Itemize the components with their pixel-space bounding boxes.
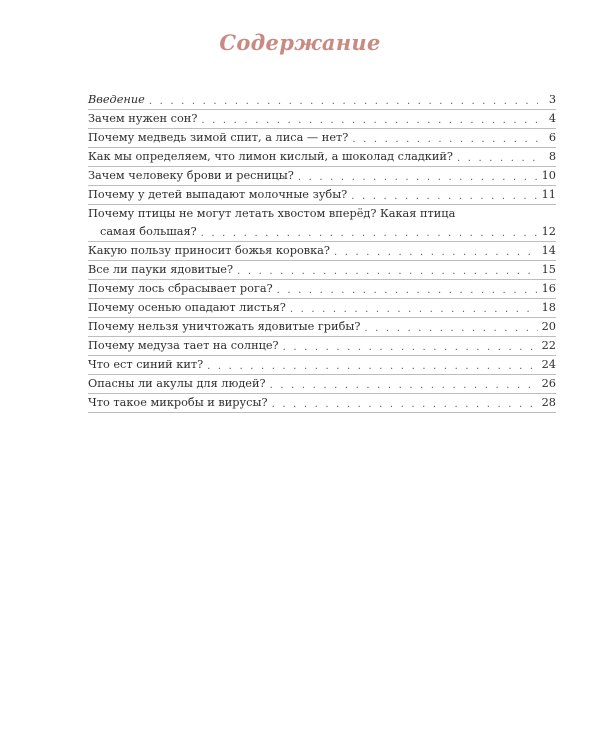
- toc-entry[interactable]: [88, 261, 556, 280]
- dot-leader: [207, 360, 537, 374]
- toc-entry[interactable]: [88, 280, 556, 299]
- toc-page-number: 10: [541, 169, 556, 182]
- toc-entry-label: Введение: [88, 93, 145, 106]
- toc-entry[interactable]: [88, 394, 556, 413]
- dot-leader: [270, 379, 538, 393]
- toc-page-number: 14: [541, 244, 556, 257]
- dot-leader: [364, 322, 537, 336]
- dot-leader: [334, 246, 538, 260]
- toc-entry[interactable]: [88, 129, 556, 148]
- dot-leader: [272, 398, 538, 412]
- toc-entry[interactable]: [88, 337, 556, 356]
- toc-page-number: 18: [541, 301, 556, 314]
- dot-leader: [237, 265, 538, 279]
- page-title: Содержание: [219, 30, 381, 55]
- toc-entry[interactable]: [88, 242, 556, 261]
- toc-entry-label: Все ли пауки ядовитые?: [88, 263, 234, 276]
- toc-entry[interactable]: [88, 318, 556, 337]
- toc-page-number: 15: [541, 263, 556, 276]
- toc-entry[interactable]: [88, 375, 556, 394]
- dot-leader: [457, 152, 538, 166]
- dot-leader: [149, 95, 538, 109]
- dot-leader: [298, 171, 538, 185]
- toc-page-number: 4: [548, 112, 556, 125]
- toc-page-number: 8: [548, 150, 556, 163]
- toc-entry[interactable]: [88, 167, 556, 186]
- dot-leader: [352, 133, 538, 147]
- dot-leader: [290, 303, 538, 317]
- toc-entry-label: Какую пользу приносит божья коровка?: [88, 244, 330, 257]
- toc-entry-label: Почему осенью опадают листья?: [88, 301, 286, 314]
- toc-entry[interactable]: [88, 356, 556, 375]
- toc-entry-label: Почему медведь зимой спит, а лиса — нет?: [88, 131, 349, 144]
- toc-page-number: 20: [541, 320, 556, 333]
- dot-leader: [277, 284, 538, 298]
- toc-entry-label: Что такое микробы и вирусы?: [88, 396, 268, 409]
- toc-entry[interactable]: [88, 186, 556, 205]
- toc-page-number: 12: [541, 225, 556, 238]
- toc-page-number: 26: [541, 377, 556, 390]
- toc-page-number: 16: [541, 282, 556, 295]
- toc-entry-label: Почему медуза тает на солнце?: [88, 339, 279, 352]
- toc-entry-label: Что ест синий кит?: [88, 358, 204, 371]
- toc-page-number: 24: [541, 358, 556, 371]
- dot-leader: [283, 341, 538, 355]
- dot-leader: [201, 227, 538, 241]
- toc-entry[interactable]: [88, 148, 556, 167]
- toc-entry-label: Зачем человеку брови и ресницы?: [88, 169, 294, 182]
- toc-entry-label: Зачем нужен сон?: [88, 112, 198, 125]
- toc-page-number: 28: [541, 396, 556, 409]
- toc-entry-label: самая большая?: [100, 225, 197, 238]
- table-of-contents: [88, 91, 556, 413]
- toc-page-number: 3: [548, 93, 556, 106]
- dot-leader: [201, 114, 538, 128]
- toc-entry[interactable]: [88, 299, 556, 318]
- toc-entry-label: Почему у детей выпадают молочные зубы?: [88, 188, 348, 201]
- toc-entry[interactable]: [88, 205, 556, 242]
- toc-page-number: 11: [541, 188, 556, 201]
- toc-entry-label: Как мы определяем, что лимон кислый, а шоколад сладкий?: [88, 150, 453, 163]
- toc-entry-label: Опасны ли акулы для людей?: [88, 377, 266, 390]
- toc-entry-label-line1: Почему птицы не могут летать хвостом вперёд? Какая птица: [88, 207, 456, 220]
- toc-entry-introduction[interactable]: [88, 91, 556, 110]
- toc-entry[interactable]: [88, 110, 556, 129]
- toc-entry-label: Почему нельзя уничтожать ядовитые грибы?: [88, 320, 361, 333]
- dot-leader: [351, 190, 537, 204]
- toc-page-number: 6: [548, 131, 556, 144]
- toc-page-number: 22: [541, 339, 556, 352]
- toc-entry-label: Почему лось сбрасывает рога?: [88, 282, 273, 295]
